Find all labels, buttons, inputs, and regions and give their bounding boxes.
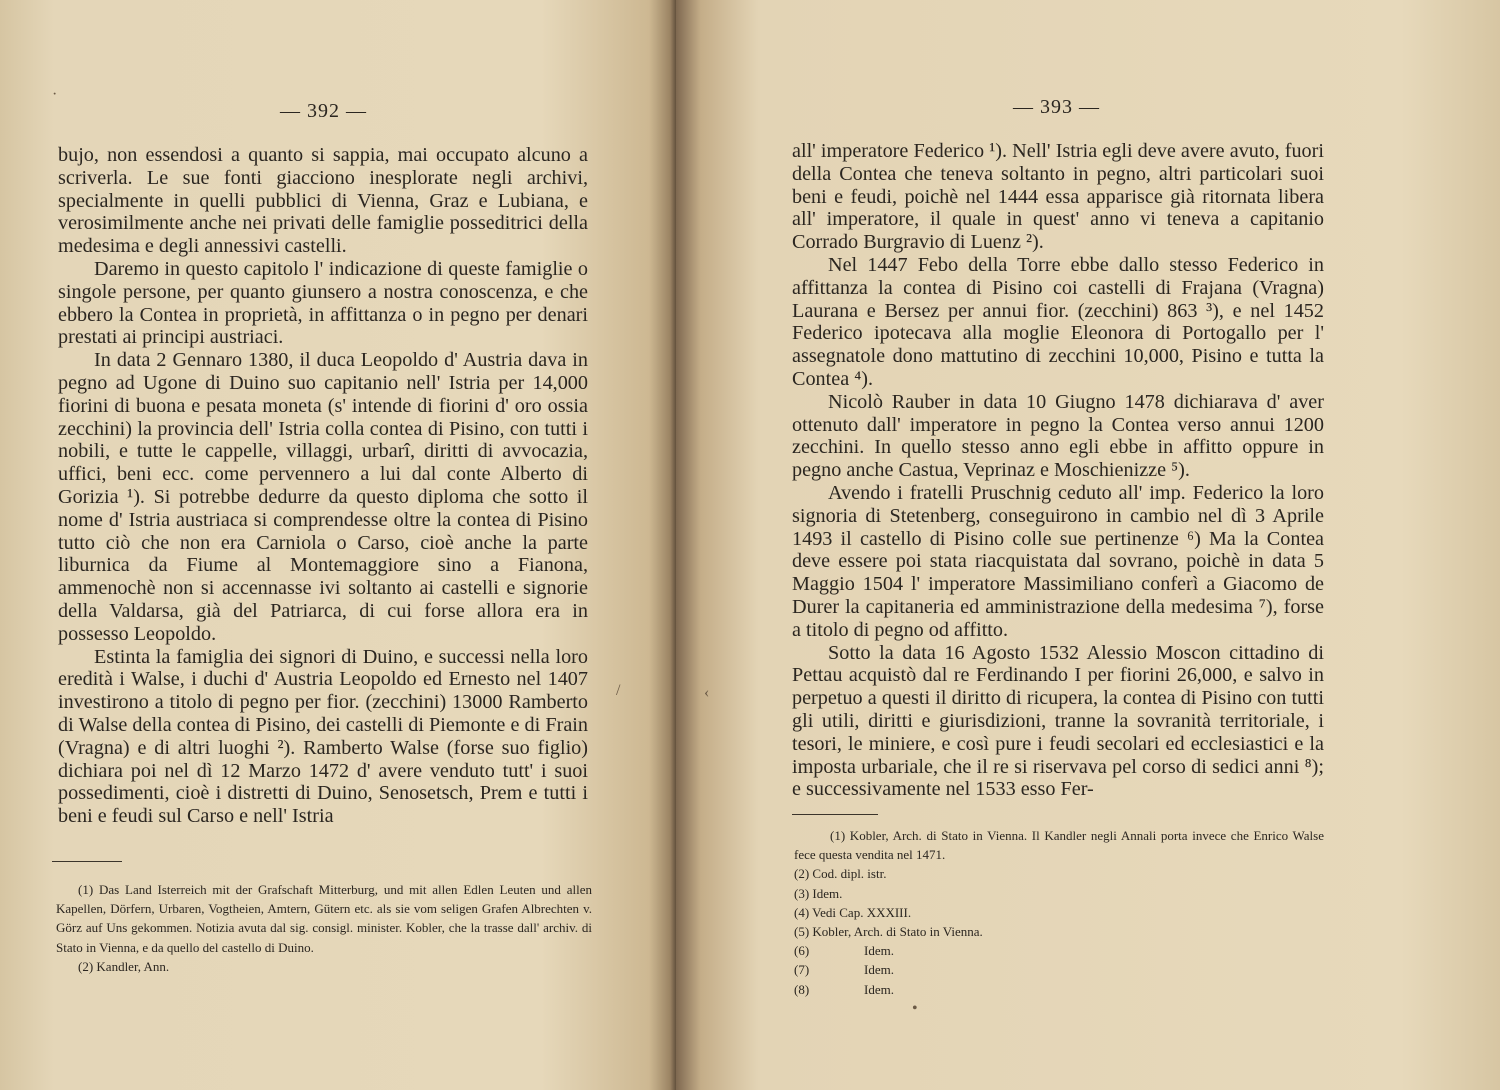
paragraph: Avendo i fratelli Pruschnig ceduto all' imp. Federico la loro signoria di Stetenberg, conseguirono in cambio nel dì 3 Aprile 1493 il castello di Pisino colle sue pertinenze ⁶) Ma la Contea deve essere poi stata riacquistata dal sovrano, poichè in data 5 Maggio 1504 l' imperatore Massimiliano conferì a Giacomo de Durer la capitaneria ed amministrazione della medesima ⁷), forse a titolo di pegno od affitto. [792,481,1324,641]
footnote: (2) Kandler, Ann. [78,958,170,974]
page-number-right: — 393 — [1013,96,1100,118]
right-page [676,0,1500,1090]
left-page [0,0,676,1090]
paragraph: Daremo in questo capitolo l' indicazione di queste famiglie o singole persone, per quanto giunsero a nostra conoscenza, e che ebbero la Contea in proprietà, in affittanza o in pegno per denari prestati ai principi austriaci. [58,257,588,349]
footnote: (2) Cod. dipl. istr. [794,866,887,882]
footnote: (5) Kobler, Arch. di Stato in Vienna. [794,924,983,940]
footnote-number: (6) [794,943,810,959]
paragraph: Sotto la data 16 Agosto 1532 Alessio Moscon cittadino di Pettau acquistò dal re Ferdinando I per fiorini 26,000, e salvo in perpetuo a questi il diritto di ricupera, la contea di Pisino con tutti gli utili, diritti e giurisdizioni, tranne la sovranità territoriale, i tesori, le miniere, e così pure i feudi secolari ed ecclesiastici e la imposta urbariale, che il re si riservava pel corso di sedici anni ⁸); e successivamente nel 1533 esso Fer- [792,641,1324,801]
paragraph: Nel 1447 Febo della Torre ebbe dallo stesso Federico in affittanza la contea di Pisino coi castelli di Frajana (Vragna) Laurana e Bersez per annui fior. (zecchini) 863 ³), e nel 1452 Federico ipotecava alla moglie Eleonora di Portogallo per l' assegnatole dono mattutino di zecchini 10,000, Pisino e tutta la Contea ⁴). [792,253,1324,390]
paragraph: all' imperatore Federico ¹). Nell' Istria egli deve avere avuto, fuori della Contea che teneva soltanto in pegno, altri particolari suoi beni e feudi, poichè nel 1444 essa apparisce già ritornata libera all' imperatore, il quale in quest' anno vi teneva a capitanio Corrado Burgravio di Luenz ²). [792,140,1324,254]
right-footnotes [794,826,1324,999]
footnote: (3) Idem. [794,885,843,901]
footnote: (1) Das Land Isterreich mit der Grafschaft Mitterburg, und mit allen Edlen Leuten und allen Kapellen, Dörfern, Urbaren, Vogtheien, Amtern, Gütern etc. als sie vom seligen Grafen Albrechten v. Görz auf Uns gekommen. Notizia avuta dal sig. consigl. minister. Kobler, che la trasse dall' archiv. di Stato in Vienna, e da quello del castello di Duino. [56,882,592,955]
left-footnotes [56,880,592,976]
ink-speck: • [912,1000,918,1017]
paragraph: bujo, non essendosi a quanto si sappia, mai occupato alcuno a scriverla. Le sue fonti giacciono inesplorate negli archivi, specialmente in quelli pubblici di Vienna, Graz e Lubiana, e verosimilmente anche nei privati delle famiglie posseditrici della medesima e degli annessivi castelli. [58,144,588,258]
footnote-idem [794,980,1324,999]
page-number-left: — 392 — [280,100,367,122]
pencil-mark: ‹ [704,684,710,701]
footnote-idem [794,941,1324,960]
footnote-rule [792,814,878,815]
pencil-mark: / [616,682,621,699]
footnote-idem [794,960,1324,979]
paragraph: Estinta la famiglia dei signori di Duino, e successi nella loro eredità i Walse, i duchi d' Austria Leopoldo ed Ernesto nel 1407 investirono a titolo di pegno per fior. (zecchini) 13000 Ramberto di Walse della contea di Pisino, dei castelli di Piemonte e di Frain (Vragna) e di altri luoghi ²). Ramberto Walse (forse suo figlio) dichiara poi nel dì 12 Marzo 1472 d' avere venduto tutt' i suoi possedimenti, cioè i distretti di Duino, Senosetsch, Prem e tutti i beni e feudi sul Carso e nell' Istria [58,645,588,828]
footnote-number: (7) [794,962,810,978]
footnote-idem-text: Idem. [864,981,894,997]
left-body-text [58,144,588,828]
footnote: (1) Kobler, Arch. di Stato in Vienna. Il Kandler negli Annali porta invece che Enrico Walse fece questa vendita nel 1471. [794,828,1324,863]
footnote: (4) Vedi Cap. XXXIII. [794,904,912,920]
footnote-rule [52,861,122,862]
paragraph: In data 2 Gennaro 1380, il duca Leopoldo d' Austria dava in pegno ad Ugone di Duino suo capitanio nell' Istria per 14,000 fiorini di buona e pesata moneta (s' intende di fiorini d' oro ossia zecchini) la provincia dell' Istria colla contea di Pisino, con tutti i nobili, e tutte le cappelle, villaggi, urbarî, diritti di avvocazia, uffici, beni ecc. come pervennero a lui dal conte Alberto di Gorizia ¹). Si potrebbe dedurre da questo diploma che sotto il nome d' Istria austriaca si comprendesse oltre la contea di Pisino tutto ciò che non era Carniola o Carso, cioè anche la parte liburnica da Fiume al Montemaggiore sino a Fianona, ammenochè non si accennasse ivi soltanto ai castelli e signorie della Valdarsa, già del Patriarca, di cui forse allora era in possesso Leopoldo. [58,349,588,645]
paragraph: Nicolò Rauber in data 10 Giugno 1478 dichiarava d' aver ottenuto dall' imperatore in pegno la Contea verso annui 1200 zecchini. In quello stesso anno egli ebbe in affitto oppure in pegno anche Castua, Veprinaz e Moschienizze ⁵). [792,390,1324,482]
right-body-text [792,140,1324,801]
footnote-idem-text: Idem. [864,943,894,959]
footnote-number: (8) [794,981,810,997]
footnote-idem-text: Idem. [864,962,894,978]
ink-speck: · [52,86,58,103]
